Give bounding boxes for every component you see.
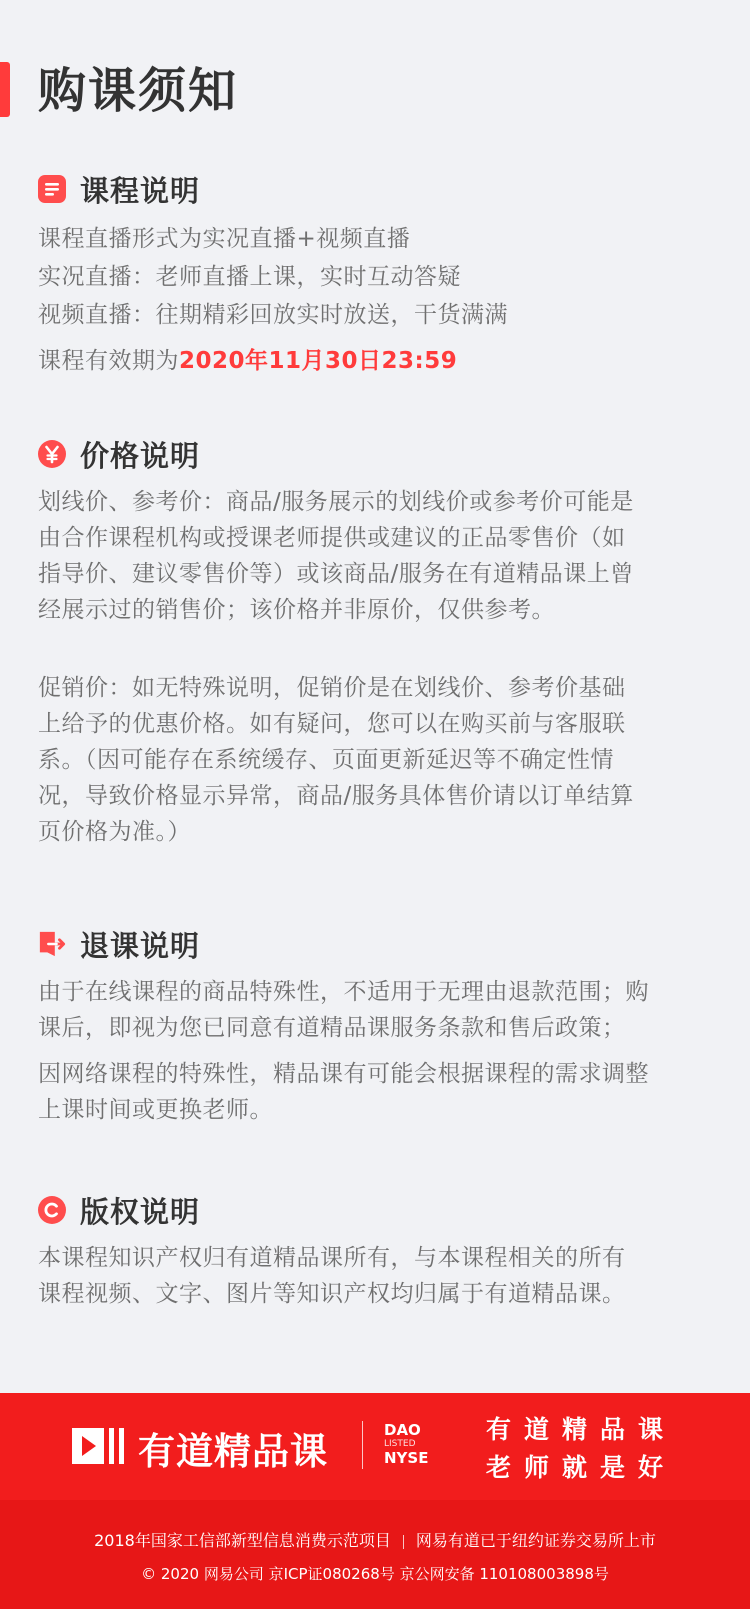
price-line: 划线价、参考价：商品/服务展示的划线价或参考价可能是 (38, 489, 634, 515)
price-line: 况，导致价格显示异常，商品/服务具体售价请以订单结算 (38, 783, 634, 809)
nyse-badge (384, 1422, 428, 1466)
section-price (38, 432, 718, 848)
price-line: 系。（因可能存在系统缓存、页面更新延迟等不确定性情 (38, 747, 614, 773)
footer-info-line (0, 1528, 750, 1551)
footer-logo (70, 1421, 328, 1475)
section-refund (38, 922, 718, 1126)
section-header (38, 922, 718, 966)
section-header (38, 432, 718, 476)
play-logo-icon (70, 1424, 128, 1472)
section-title: 价格说明 (80, 438, 201, 473)
footer-slogan (486, 1411, 676, 1487)
course-line: 视频直播：往期精彩回放实时放送，干货满满 (38, 302, 508, 328)
exchange-label: NYSE (384, 1449, 429, 1467)
refund-line: 由于在线课程的商品特殊性，不适用于无理由退款范围；购 (38, 979, 649, 1005)
page-title: 购课须知 (38, 63, 239, 119)
price-line: 指导价、建议零售价等）或该商品/服务在有道精品课上曾 (38, 561, 634, 587)
copyright-line: 本课程知识产权归有道精品课所有，与本课程相关的所有 (38, 1245, 626, 1271)
listing-text: 网易有道已于纽约证券交易所上市 (415, 1531, 656, 1550)
refund-line: 上课时间或更换老师。 (38, 1097, 273, 1123)
footer-copyright: © 2020 网易公司 京ICP证080268号 京公网安备 110108003898号 (141, 1565, 609, 1583)
award-text: 2018年国家工信部新型信息消费示范项目 (94, 1531, 391, 1550)
footer-brand: 有道精品课 (138, 1430, 328, 1473)
yen-icon (38, 440, 66, 468)
validity-date: 2020年11月30日23:59 (179, 348, 458, 374)
copyright-icon (38, 1196, 66, 1224)
section-header (38, 167, 718, 211)
footer-banner (0, 1393, 750, 1500)
footer-info (0, 1500, 750, 1609)
refund-line: 因网络课程的特殊性，精品课有可能会根据课程的需求调整 (38, 1061, 649, 1087)
price-line: 由合作课程机构或授课老师提供或建议的正品零售价（如 (38, 525, 626, 551)
footer-divider (362, 1421, 363, 1469)
section-copyright (38, 1188, 718, 1310)
price-line: 经展示过的销售价；该价格并非原价，仅供参考。 (38, 597, 555, 623)
section-title: 退课说明 (80, 928, 201, 963)
copyright-line: 课程视频、文字、图片等知识产权均归属于有道精品课。 (38, 1281, 626, 1307)
footer-separator (403, 1535, 404, 1549)
exit-icon (38, 930, 66, 958)
section-header (38, 1188, 718, 1232)
course-validity (38, 345, 718, 377)
validity-label: 课程有效期为 (38, 348, 179, 374)
title-accent-bar (0, 62, 10, 117)
refund-paragraph-1 (38, 976, 718, 1044)
price-line: 页价格为准。） (38, 819, 191, 845)
list-icon (38, 175, 66, 203)
listed-label: LISTED (384, 1439, 416, 1449)
refund-paragraph-2 (38, 1058, 718, 1126)
price-line: 上给予的优惠价格。如有疑问，您可以在购买前与客服联 (38, 711, 626, 737)
refund-line: 课后，即视为您已同意有道精品课服务条款和售后政策； (38, 1015, 626, 1041)
ticker-label: DAO (384, 1421, 421, 1439)
price-line: 促销价：如无特殊说明，促销价是在划线价、参考价基础 (38, 675, 626, 701)
price-paragraph-2 (38, 672, 718, 848)
course-line: 实况直播：老师直播上课，实时互动答疑 (38, 264, 461, 290)
course-line: 课程直播形式为实况直播+视频直播 (38, 226, 411, 252)
section-title: 版权说明 (80, 1194, 201, 1229)
section-course (38, 167, 718, 377)
slogan-line: 有道精品课 (486, 1415, 677, 1444)
section-title: 课程说明 (80, 173, 201, 208)
slogan-line: 老师就是好 (486, 1453, 677, 1482)
price-paragraph-1 (38, 486, 718, 626)
